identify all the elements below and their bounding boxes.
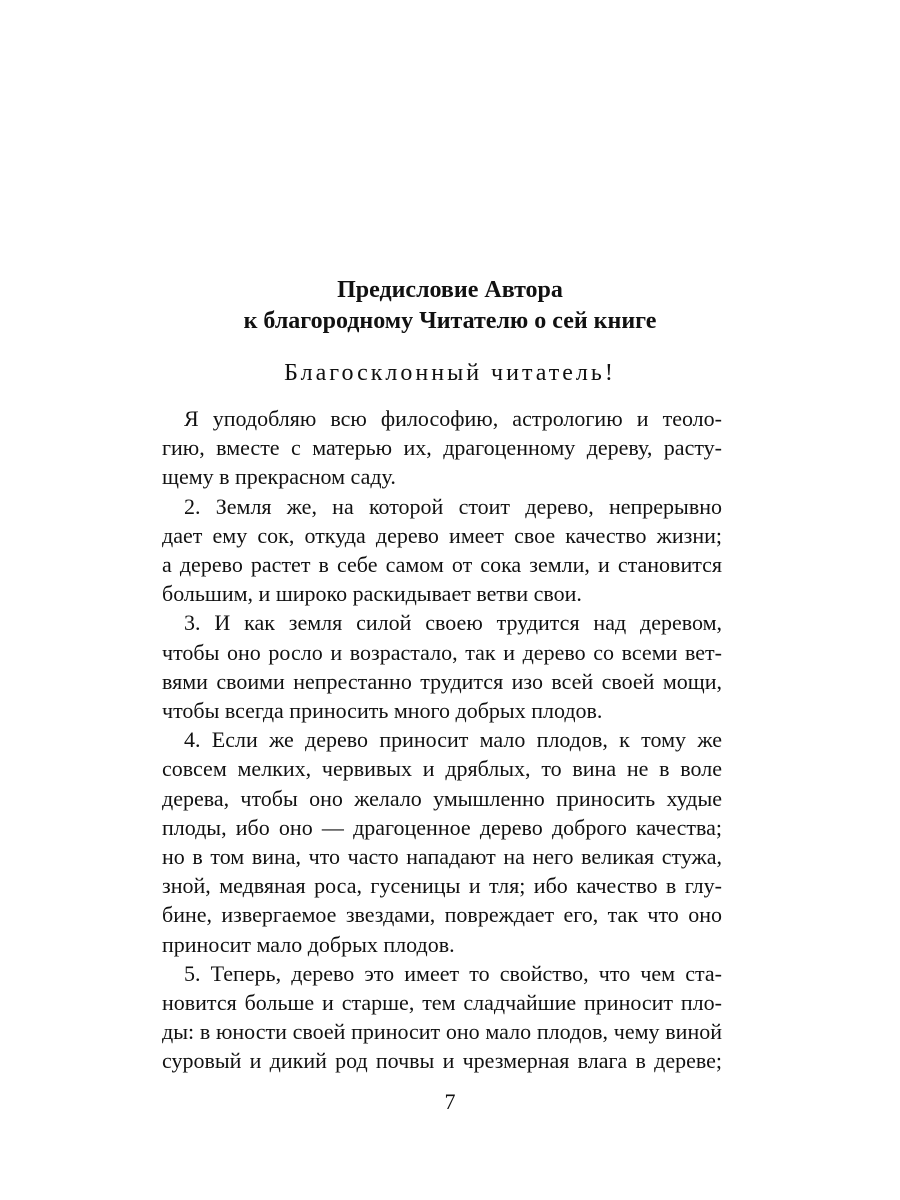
paragraph-3	[162, 608, 722, 725]
paragraph-4	[162, 725, 722, 959]
text-line: дает ему сок, откуда дерево имеет свое качество жизни;	[162, 522, 722, 548]
paragraph-2	[162, 492, 722, 609]
text-line: плоды, ибо оно — драгоценное дерево доброго качества;	[162, 814, 722, 840]
text-line: чтобы всегда приносить много добрых плодов.	[162, 698, 603, 724]
text-line: большим, и широко раскидывает ветви свои.	[162, 581, 582, 607]
text-line: новится больше и старше, тем сладчайшие приносит пло-	[162, 990, 722, 1016]
heading-line-2: к благородному Читателю о сей книге	[243, 308, 657, 334]
text-line: гию, вместе с матерью их, драгоценному дереву, расту-	[162, 435, 722, 461]
page-number: 7	[444, 1089, 456, 1114]
text-line: зной, медвяная роса, гусеницы и тля; ибо качество в глу-	[162, 873, 722, 899]
paragraph-1	[162, 404, 722, 492]
text-line: щему в прекрасном саду.	[162, 464, 396, 490]
text-line: ды: в юности своей приносит оно мало плодов, чему виной	[162, 1019, 722, 1045]
text-line: чтобы оно росло и возрастало, так и дерево со всеми вет-	[162, 639, 722, 665]
text-line: 2. Земля же, на которой стоит дерево, непрерывно	[184, 493, 722, 519]
text-line: суровый и дикий род почвы и чрезмерная влага в дереве;	[162, 1048, 722, 1074]
text-line: вями своими непрестанно трудится изо всей своей мощи,	[162, 668, 722, 694]
chapter-heading	[0, 275, 900, 337]
text-line: 4. Если же дерево приносит мало плодов, к тому же	[184, 727, 722, 753]
text-line: 3. И как земля силой своею трудится над деревом,	[184, 610, 722, 636]
paragraph-5	[162, 959, 722, 1076]
text-line: но в том вина, что часто нападают на него великая стужа,	[162, 844, 722, 870]
text-line: бине, извергаемое звездами, повреждает его, так что оно	[162, 902, 722, 928]
text-line: а дерево растет в себе самом от сока земли, и становится	[162, 552, 722, 578]
text-line: 5. Теперь, дерево это имеет то свойство, что чем ста-	[184, 960, 722, 986]
text-line: Я уподобляю всю философию, астрологию и теоло-	[184, 406, 722, 431]
text-line: дерева, чтобы оно желало умышленно приносить худые	[162, 785, 722, 811]
heading-line-1: Предисловие Автора	[337, 277, 563, 303]
body-text	[162, 404, 722, 1076]
salutation: Благосклонный читатель!	[284, 360, 616, 386]
text-line: совсем мелких, червивых и дряблых, то вина не в воле	[162, 756, 722, 782]
text-line: приносит мало добрых плодов.	[162, 931, 455, 957]
